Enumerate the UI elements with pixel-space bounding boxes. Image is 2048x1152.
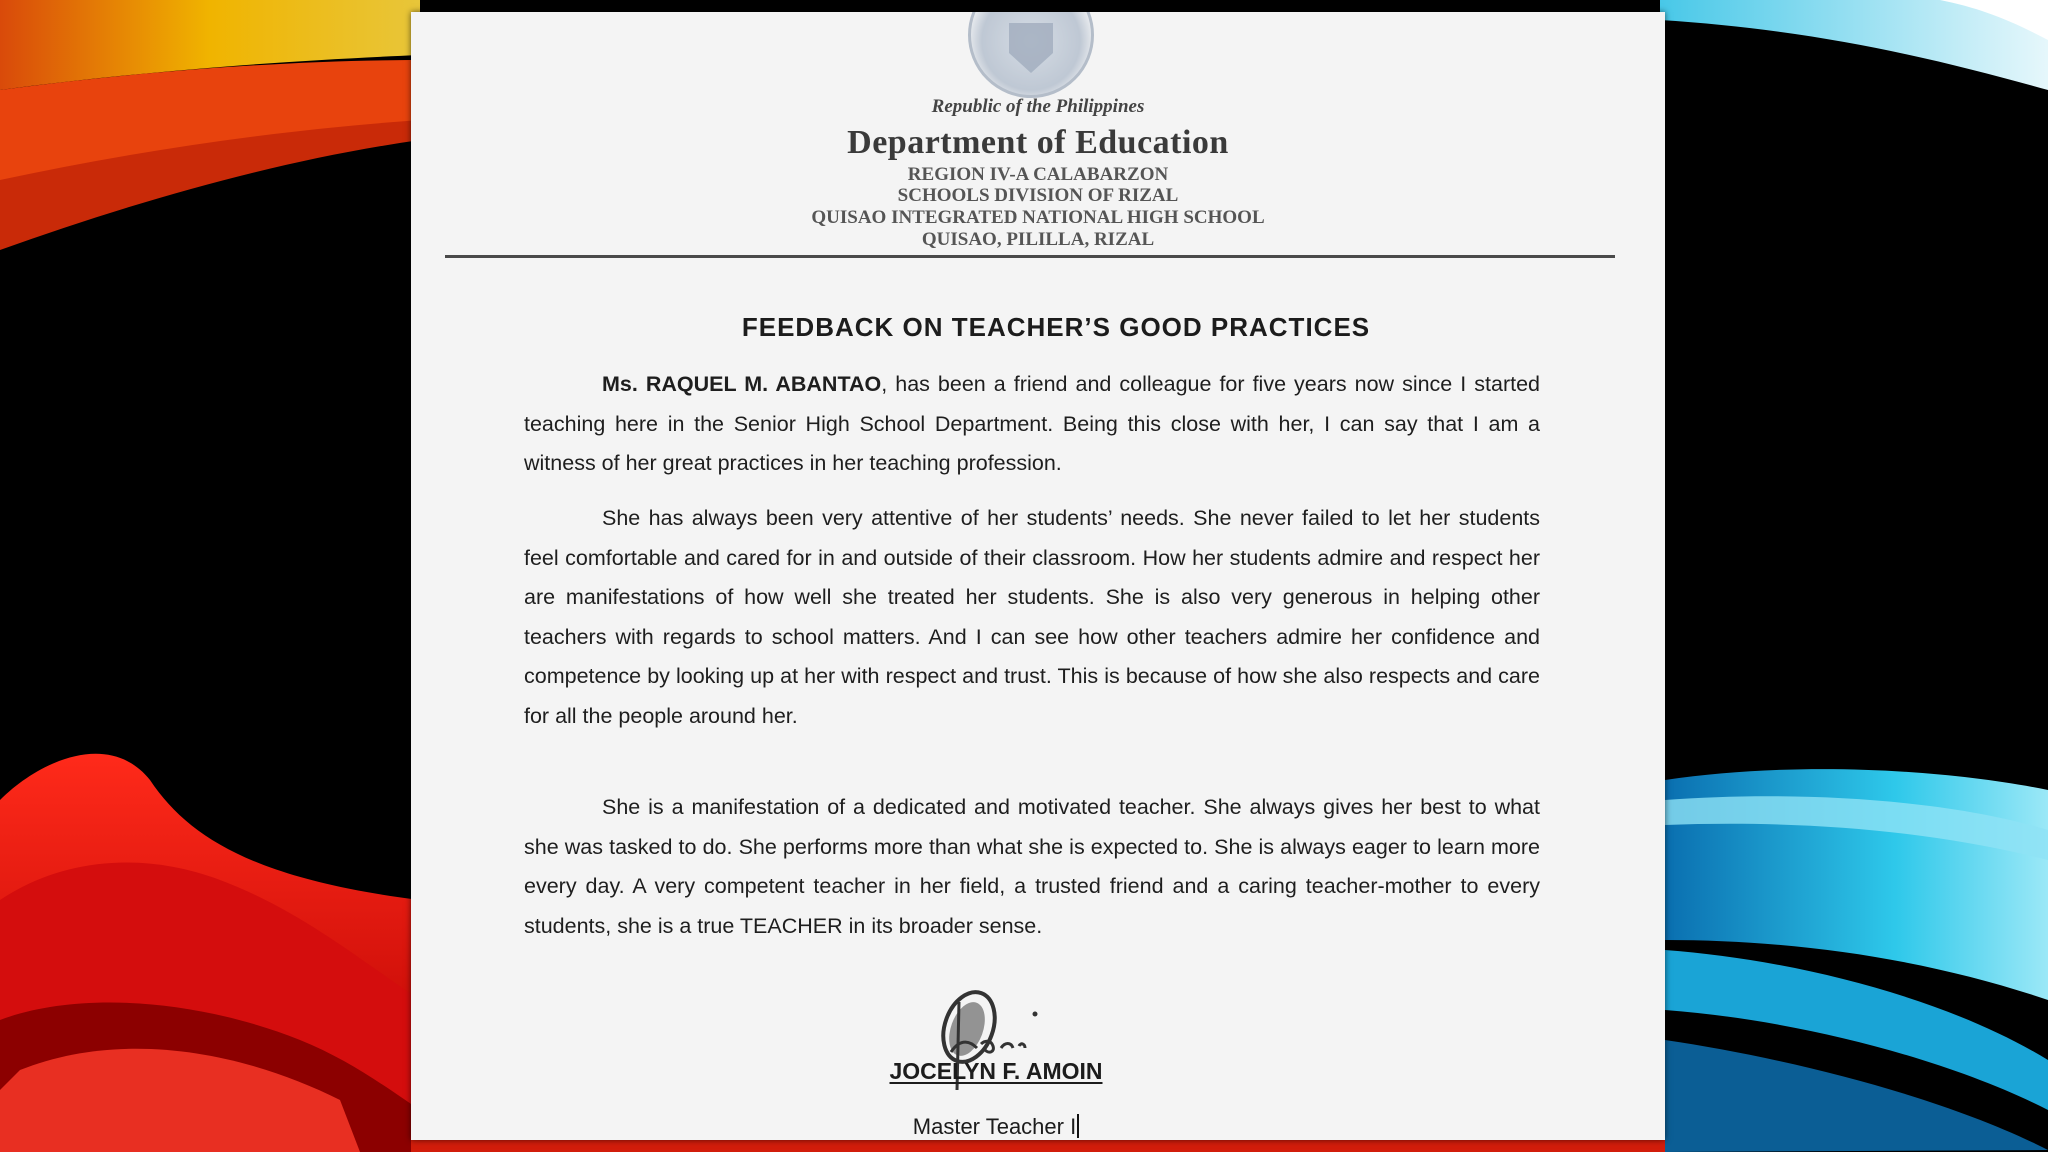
paragraph-1	[524, 365, 1540, 484]
letter-document	[411, 12, 1665, 1140]
text-cursor	[1077, 1114, 1079, 1138]
header-address: QUISAO, PILILLA, RIZAL	[921, 229, 1155, 250]
signer-position: Master Teacher I	[411, 1114, 1581, 1140]
header-republic: Republic of the Philippines	[931, 96, 1145, 117]
header-school: QUISAO INTEGRATED NATIONAL HIGH SCHOOL	[811, 207, 1265, 228]
document-title: FEEDBACK ON TEACHER’S GOOD PRACTICES	[741, 312, 1371, 342]
header-department: Department of Education	[847, 124, 1229, 161]
header-divider	[445, 255, 1615, 258]
teacher-name: Ms. RAQUEL M. ABANTAO	[602, 372, 882, 396]
paragraph-3: She is a manifestation of a dedicated and motivated teacher. She always gives her best to what she was tasked to do. She performs more than what she is expected to. She is always eager to learn more every day. A very competent teacher in her field, a trusted friend and a caring teacher-mother to every students, she is a true TEACHER in its broader sense.	[524, 795, 1540, 938]
header-division: SCHOOLS DIVISION OF RIZAL	[897, 185, 1179, 206]
paragraph-2: She has always been very attentive of her students’ needs. She never failed to let her students feel comfortable and cared for in and outside of their classroom. How her students admire and respect her are manifestations of how well she treated her students. She is also very generous in helping other teachers with regards to school matters. And I can see how other teachers admire her confidence and competence by looking up at her with respect and trust. This is because of how she also respects and care for all the people around her.	[524, 506, 1540, 728]
header-region: REGION IV-A CALABARZON	[907, 164, 1169, 185]
signer-name: JOCELYN F. AMOIN	[889, 1058, 1103, 1084]
paragraph-1-text: , has been a friend and colleague for five years now since I started teaching here in the Senior High School Department. Being this close with her, I can say that I am a witness of her great practices in her teaching profession.	[524, 372, 1540, 475]
deped-seal-icon	[968, 12, 1094, 98]
